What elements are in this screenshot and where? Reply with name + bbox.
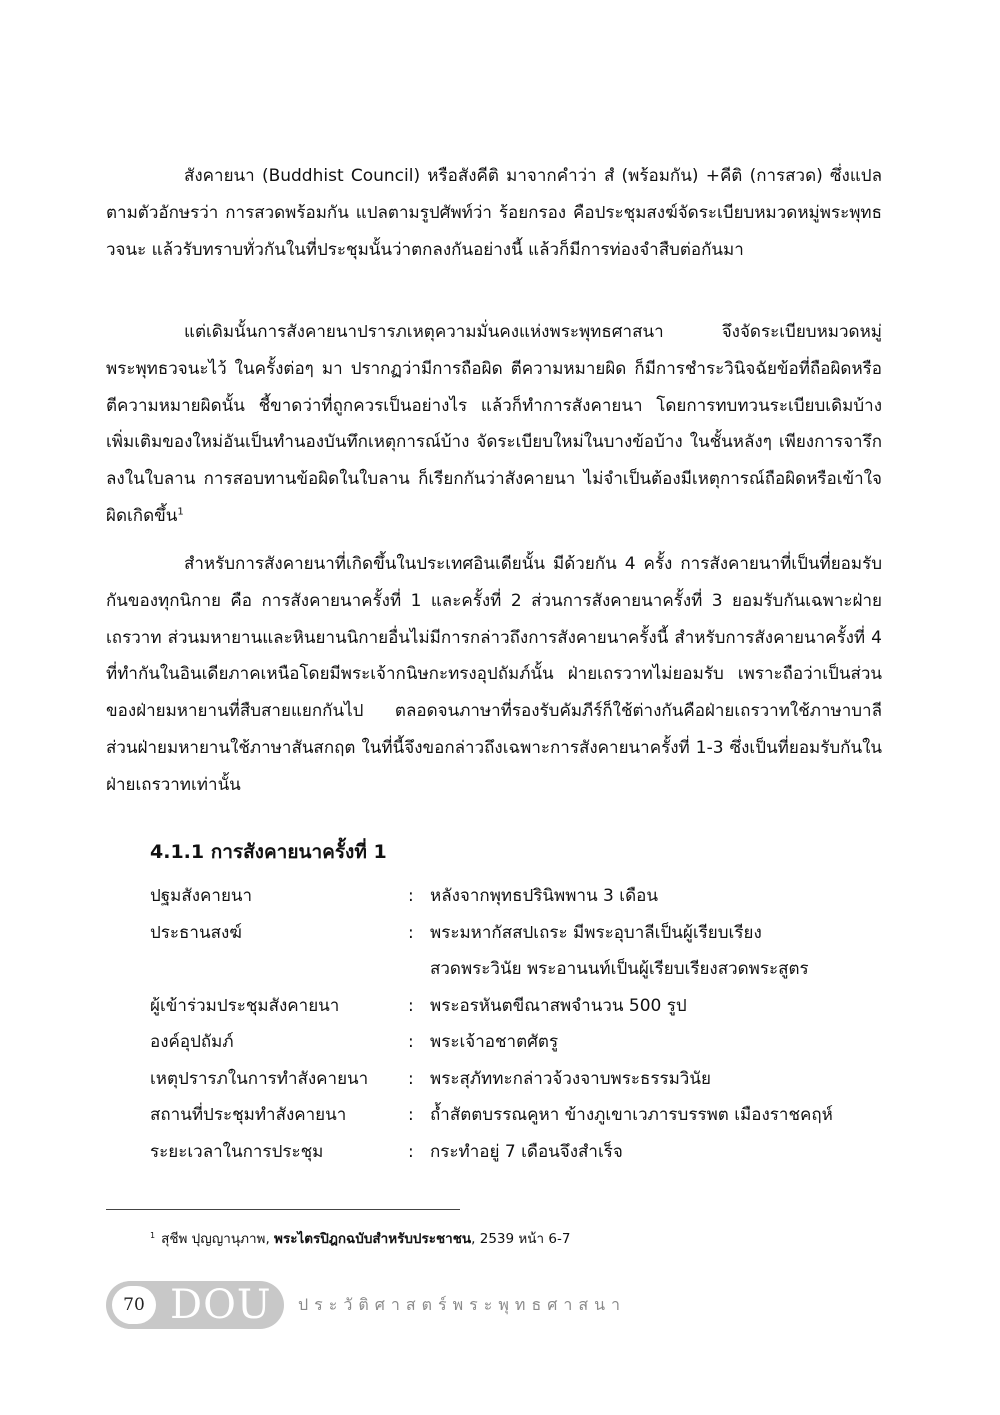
info-label: สถานที่ประชุมทำสังคายนา <box>150 1105 347 1125</box>
info-value: พระมหากัสสปเถระ มีพระอุบาลีเป็นผู้เรียบเรียง <box>430 922 762 943</box>
info-row <box>150 1097 890 1134</box>
paragraph-2 <box>106 314 882 535</box>
info-separator-empty <box>408 951 430 988</box>
info-label: ปฐมสังคายนา <box>150 886 253 906</box>
section-heading: 4.1.1 การสังคายนาครั้งที่ 1 <box>150 841 387 863</box>
paragraph-1-text: สังคายนา (Buddhist Council) หรือสังคีติ มาจากคำว่า สํ (พร้อมกัน) +คีติ (การสวด) ซึ่งแปลตามตัวอักษรว่า การสวดพร้อมกัน แปลตามรูปศัพท์ว่า ร้อยกรอง คือประชุมสงฆ์จัดระเบียบหมวดหมู่พระพุทธวจนะ แล้วรับทราบทั่วกันในที่ประชุมนั้นว่าตกลงกันอย่างนี้ แล้วก็มีการท่องจำสืบต่อกันมา <box>106 166 882 260</box>
info-value: พระสุภัททะกล่าวจ้วงจาบพระธรรมวินัย <box>430 1068 711 1089</box>
info-row <box>150 1061 890 1098</box>
info-row <box>150 1024 890 1061</box>
info-label: องค์อุปถัมภ์ <box>150 1032 234 1052</box>
info-row <box>150 878 890 915</box>
footnote-divider <box>106 1209 460 1210</box>
info-label: ผู้เข้าร่วมประชุมสังคายนา <box>150 995 340 1016</box>
info-separator: : <box>408 1141 414 1162</box>
dou-logo: DOU <box>170 1282 272 1328</box>
info-separator: : <box>408 922 414 943</box>
running-title: ประวัติศาสตร์พระพุทธศาสนา <box>298 1295 627 1314</box>
info-label: ระยะเวลาในการประชุม <box>150 1141 324 1162</box>
info-separator: : <box>408 886 414 906</box>
paragraph-1 <box>106 158 882 268</box>
info-value: หลังจากพุทธปรินิพพาน 3 เดือน <box>430 886 658 906</box>
info-separator: : <box>408 995 414 1016</box>
info-row-continuation <box>150 951 890 988</box>
footnote-reference[interactable]: 1 <box>177 506 184 518</box>
footnote-book-title: พระไตรปิฎกฉบับสำหรับประชาชน <box>274 1231 472 1247</box>
info-value: พระอรหันตขีณาสพจำนวน 500 รูป <box>430 995 687 1016</box>
info-separator: : <box>408 1105 414 1125</box>
footnote <box>150 1228 570 1250</box>
footnote-marker: 1 <box>150 1230 156 1240</box>
paragraph-3-text: สำหรับการสังคายนาที่เกิดขึ้นในประเทศอินเดียนั้น มีด้วยกัน 4 ครั้ง การสังคายนาที่เป็นที่ยอมรับกันของทุกนิกาย คือ การสังคายนาครั้งที่ 1 และครั้งที่ 2 ส่วนการสังคายนาครั้งที่ 3 ยอมรับกันเฉพาะฝ่ายเถรวาท ส่วนมหายานและหินยานนิกายอื่นไม่มีการกล่าวถึงการสังคายนาครั้งนี้ สำหรับการสังคายนาครั้งที่ 4 ที่ทำกันในอินเดียภาคเหนือโดยมีพระเจ้ากนิษกะทรงอุปถัมภ์นั้น ฝ่ายเถรวาทไม่ยอมรับ เพราะถือว่าเป็นส่วนของฝ่ายมหายานที่สืบสายแยกกันไป ตลอดจนภาษาที่รองรับคัมภีร์ก็ใช้ต่างกันคือฝ่ายเถรวาทใช้ภาษาบาลี ส่วนฝ่ายมหายานใช้ภาษาสันสกฤต ในที่นี้จึงขอกล่าวถึงเฉพาะการสังคายนาครั้งที่ 1-3 ซึ่งเป็นที่ยอมรับกันในฝ่ายเถรวาทเท่านั้น <box>106 554 882 795</box>
info-label: ประธานสงฆ์ <box>150 922 242 943</box>
info-value: กระทำอยู่ 7 เดือนจึงสำเร็จ <box>430 1141 623 1162</box>
council-info-list <box>150 878 890 1170</box>
info-value: ถ้ำสัตตบรรณคูหา ข้างภูเขาเวภารบรรพต เมืองราชคฤห์ <box>430 1105 833 1125</box>
paragraph-2-text: แต่เดิมนั้นการสังคายนาปรารภเหตุความมั่นคงแห่งพระพุทธศาสนา จึงจัดระเบียบหมวดหมู่พระพุทธวจนะไว้ ในครั้งต่อๆ มา ปรากฏว่ามีการถือผิด ตีความหมายผิด ก็มีการชำระวินิจฉัยข้อที่ถือผิดหรือตีความหมายผิดนั้น ชี้ขาดว่าที่ถูกควรเป็นอย่างไร แล้วก็ทำการสังคายนา โดยการทบทวนระเบียบเดิมบ้าง เพิ่มเติมของใหม่อันเป็นทำนองบันทึกเหตุการณ์บ้าง จัดระเบียบใหม่ในบางข้อบ้าง ในชั้นหลังๆ เพียงการจารึกลงในใบลาน การสอบทานข้อผิดในใบลาน ก็เรียกกันว่าสังคายนา ไม่จำเป็นต้องมีเหตุการณ์ถือผิดหรือเข้าใจผิดเกิดขึ้น <box>106 322 882 526</box>
info-separator: : <box>408 1068 414 1089</box>
footnote-citation: , 2539 หน้า 6-7 <box>471 1231 571 1247</box>
info-separator: : <box>408 1032 414 1052</box>
info-value-continuation: สวดพระวินัย พระอานนท์เป็นผู้เรียบเรียงสวดพระสูตร <box>430 959 809 979</box>
info-row <box>150 988 890 1025</box>
info-value: พระเจ้าอชาตศัตรู <box>430 1032 559 1052</box>
info-label: เหตุปรารภในการทำสังคายนา <box>150 1068 369 1089</box>
info-label-empty <box>150 951 408 988</box>
paragraph-3 <box>106 546 882 804</box>
info-row <box>150 1134 890 1171</box>
info-row <box>150 915 890 952</box>
page-number: 70 <box>112 1286 156 1324</box>
footnote-author: สุชีพ ปุญญานุภาพ, <box>161 1231 270 1247</box>
